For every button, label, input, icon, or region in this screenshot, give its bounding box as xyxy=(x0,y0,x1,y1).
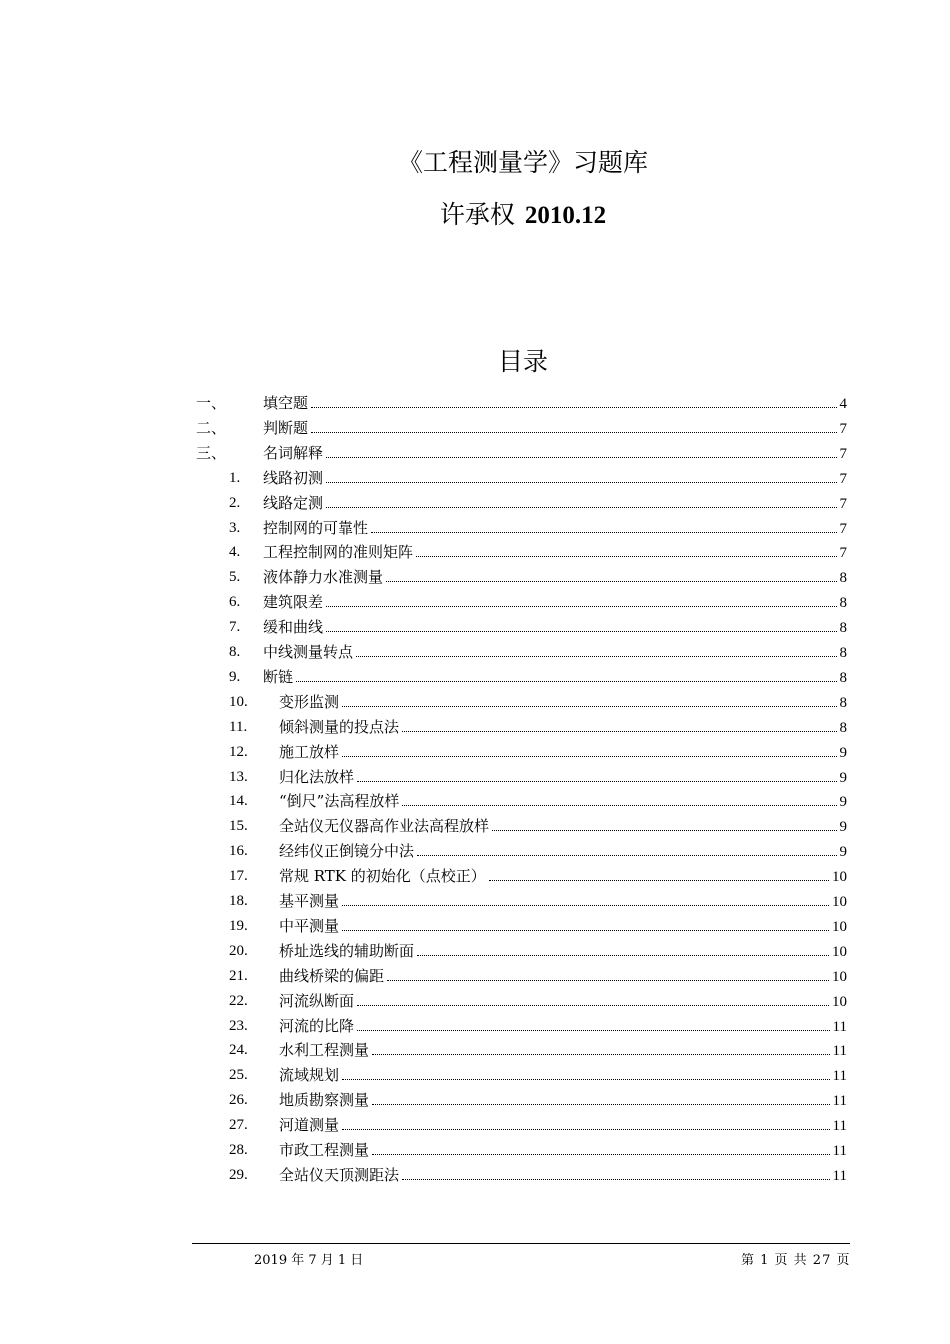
toc-entry-line xyxy=(263,416,847,442)
toc-dot-leader xyxy=(357,1030,830,1031)
toc-entry-line xyxy=(279,715,847,741)
toc-entry-line xyxy=(263,590,847,616)
toc-entry-page: 10 xyxy=(832,968,847,985)
toc-entry-line xyxy=(263,441,847,467)
toc-entry[interactable] xyxy=(0,391,950,416)
toc-dot-leader xyxy=(489,880,829,881)
toc-entry-line xyxy=(263,665,847,691)
toc-entry-page: 9 xyxy=(839,794,847,811)
toc-dot-leader xyxy=(356,656,836,657)
toc-entry-page: 8 xyxy=(839,620,847,637)
toc-entry[interactable] xyxy=(0,640,950,665)
toc-entry[interactable] xyxy=(0,889,950,914)
toc-entry-page: 7 xyxy=(839,545,847,562)
toc-entry[interactable] xyxy=(0,789,950,814)
document-year: 2010.12 xyxy=(524,202,607,229)
toc-entry[interactable] xyxy=(0,715,950,740)
toc-entry-label: 建筑限差 xyxy=(263,593,324,612)
toc-dot-leader xyxy=(342,706,836,707)
toc-entry[interactable] xyxy=(0,1113,950,1138)
toc-entry-number: 12. xyxy=(229,743,248,760)
toc-dot-leader xyxy=(326,606,836,607)
toc-dot-leader xyxy=(342,930,829,931)
toc-entry-label: 常规 RTK 的初始化（点校正） xyxy=(279,867,486,886)
toc-entry[interactable] xyxy=(0,864,950,889)
toc-entry-label: 归化法放样 xyxy=(279,767,355,786)
toc-entry-line xyxy=(279,1014,847,1040)
toc-entry-label: 曲线桥梁的偏距 xyxy=(279,966,385,985)
toc-entry[interactable] xyxy=(0,491,950,516)
toc-entry[interactable] xyxy=(0,814,950,839)
toc-entry-number: 5. xyxy=(229,569,241,586)
toc-entry-line xyxy=(263,491,847,517)
toc-entry[interactable] xyxy=(0,740,950,765)
toc-dot-leader xyxy=(342,1079,830,1080)
toc-dot-leader xyxy=(386,581,836,582)
toc-entry-line xyxy=(279,765,847,791)
toc-entry-page: 11 xyxy=(832,1118,847,1135)
toc-entry-number: 9. xyxy=(229,668,241,685)
toc-entry-page: 10 xyxy=(832,894,847,910)
toc-entry-label: 缓和曲线 xyxy=(263,618,324,637)
toc-entry-number: 21. xyxy=(229,967,248,984)
toc-entry-page: 7 xyxy=(839,445,847,462)
toc-dot-leader xyxy=(372,1054,830,1055)
toc-entry-line xyxy=(279,1038,847,1064)
toc-entry-page: 10 xyxy=(832,993,847,1010)
toc-entry-line xyxy=(279,1138,847,1164)
toc-entry-label: 地质勘察测量 xyxy=(279,1091,370,1110)
toc-dot-leader xyxy=(402,1179,830,1180)
toc-entry-page: 7 xyxy=(839,420,847,437)
toc-entry-number: 24. xyxy=(229,1042,248,1059)
toc-entry-page: 11 xyxy=(832,1018,847,1035)
toc-entry-page: 8 xyxy=(839,669,847,686)
toc-entry-page: 8 xyxy=(839,595,847,612)
toc-entry[interactable] xyxy=(0,765,950,790)
toc-entry-label: 名词解释 xyxy=(263,443,324,462)
toc-entry-label: 施工放样 xyxy=(279,742,340,761)
toc-dot-leader xyxy=(372,1104,830,1105)
toc-dot-leader xyxy=(311,432,836,433)
document-title: 《工程测量学》习题库 xyxy=(397,148,648,177)
toc-entry-number: 19. xyxy=(229,917,248,934)
toc-entry[interactable] xyxy=(0,416,950,441)
toc-entry-label: 控制网的可靠性 xyxy=(263,518,369,537)
toc-entry-line xyxy=(279,814,847,840)
author-name: 许承权 xyxy=(439,200,515,229)
toc-entry-label: 工程控制网的准则矩阵 xyxy=(263,543,414,562)
toc-entry-label: 基平测量 xyxy=(279,892,340,910)
toc-entry-number: 14. xyxy=(229,793,248,810)
toc-dot-leader xyxy=(311,407,836,408)
toc-entry-line xyxy=(279,690,847,716)
toc-entry-label: 经纬仪正倒镜分中法 xyxy=(279,842,415,861)
toc-entry-number: 25. xyxy=(229,1067,248,1084)
toc-entry[interactable] xyxy=(0,590,950,615)
toc-entry-label: 河道测量 xyxy=(279,1116,340,1135)
toc-entry-number: 22. xyxy=(229,992,248,1009)
toc-entry-number: 4. xyxy=(229,544,241,561)
toc-dot-leader xyxy=(342,756,836,757)
toc-dot-leader xyxy=(371,532,836,533)
toc-entry-line xyxy=(263,540,847,566)
toc-entry-page: 9 xyxy=(839,769,847,786)
toc-entry-page: 10 xyxy=(832,943,847,960)
toc-entry-number: 8. xyxy=(229,644,241,660)
toc-entry-number: 23. xyxy=(229,1017,248,1034)
toc-entry-page: 8 xyxy=(839,570,847,587)
toc-entry-label: 全站仪无仪器高作业法高程放样 xyxy=(279,817,490,836)
toc-entry-label: 线路初测 xyxy=(263,468,324,487)
toc-entry-page: 11 xyxy=(832,1043,847,1060)
toc-dot-leader xyxy=(342,905,829,906)
toc-entry-line xyxy=(279,740,847,766)
toc-dot-leader xyxy=(416,556,836,557)
toc-dot-leader xyxy=(372,1154,830,1155)
toc-entry-number: 一、 xyxy=(196,394,227,412)
toc-entry-label: 填空题 xyxy=(263,394,309,412)
toc-entry-number: 7. xyxy=(229,619,241,636)
toc-entry-label: 河流纵断面 xyxy=(279,991,355,1010)
toc-entry-number: 11. xyxy=(229,718,248,735)
toc-entry-page: 10 xyxy=(832,918,847,935)
toc-entry-page: 8 xyxy=(839,645,847,661)
toc-dot-leader xyxy=(357,781,836,782)
toc-entry-number: 2. xyxy=(229,494,241,511)
toc-entry-label: 桥址选线的辅助断面 xyxy=(279,941,415,960)
toc-entry-line xyxy=(279,939,847,965)
toc-entry-number: 26. xyxy=(229,1092,248,1109)
toc-entry-page: 9 xyxy=(839,819,847,836)
toc-entry[interactable] xyxy=(0,466,950,491)
toc-entry-number: 17. xyxy=(229,868,248,885)
footer-divider xyxy=(192,1243,850,1244)
toc-dot-leader xyxy=(296,681,836,682)
toc-entry-number: 6. xyxy=(229,594,241,611)
toc-entry-page: 11 xyxy=(832,1068,847,1085)
toc-entry-page: 4 xyxy=(839,396,847,412)
toc-entry-label: “倒尺”法高程放样 xyxy=(279,792,400,811)
toc-entry-line xyxy=(263,516,847,542)
toc-entry-line xyxy=(263,640,847,666)
toc-entry-label: 变形监测 xyxy=(279,692,340,711)
toc-entry[interactable] xyxy=(0,1038,950,1063)
toc-entry-line xyxy=(279,839,847,865)
toc-entry-number: 27. xyxy=(229,1117,248,1134)
toc-entry[interactable] xyxy=(0,441,950,466)
toc-dot-leader xyxy=(492,830,836,831)
toc-entry[interactable] xyxy=(0,914,950,939)
toc-entry-page: 7 xyxy=(839,495,847,512)
toc-entry-label: 断链 xyxy=(263,667,294,686)
toc-entry-page: 7 xyxy=(839,470,847,487)
toc-entry-line xyxy=(279,789,847,815)
toc-entry-line xyxy=(279,964,847,990)
toc-entry-label: 中平测量 xyxy=(279,916,340,935)
toc-entry-label: 判断题 xyxy=(263,418,309,437)
toc-dot-leader xyxy=(402,731,836,732)
toc-dot-leader xyxy=(417,955,829,956)
toc-dot-leader xyxy=(387,980,829,981)
toc-entry[interactable] xyxy=(0,1063,950,1088)
toc-entry-number: 28. xyxy=(229,1142,248,1158)
toc-dot-leader xyxy=(357,1005,829,1006)
toc-entry-line xyxy=(279,989,847,1015)
toc-entry-number: 16. xyxy=(229,843,248,860)
toc-entry-line xyxy=(279,1088,847,1114)
document-author-line xyxy=(0,195,950,231)
toc-entry[interactable] xyxy=(0,540,950,565)
toc-dot-leader xyxy=(326,507,836,508)
toc-entry[interactable] xyxy=(0,615,950,640)
toc-entry-page: 11 xyxy=(832,1167,847,1184)
toc-entry-number: 15. xyxy=(229,818,248,835)
toc-entry-line xyxy=(279,864,847,890)
toc-entry[interactable] xyxy=(0,1088,950,1113)
toc-entry[interactable] xyxy=(0,1014,950,1039)
toc-entry-label: 线路定测 xyxy=(263,493,324,512)
toc-entry[interactable] xyxy=(0,565,950,590)
toc-entry-label: 市政工程测量 xyxy=(279,1141,370,1159)
toc-entry[interactable] xyxy=(0,839,950,864)
toc-entry-page: 9 xyxy=(839,744,847,761)
toc-dot-leader xyxy=(326,482,836,483)
toc-entry[interactable] xyxy=(0,690,950,715)
toc-entry[interactable] xyxy=(0,989,950,1014)
toc-entry-label: 倾斜测量的投点法 xyxy=(279,717,400,736)
toc-entry-page: 8 xyxy=(839,694,847,711)
toc-entry-line xyxy=(263,391,847,417)
toc-entry-line xyxy=(263,565,847,591)
toc-entry-page: 11 xyxy=(832,1093,847,1110)
toc-entry-number: 18. xyxy=(229,893,248,909)
toc-entry-number: 20. xyxy=(229,942,248,959)
toc-entry-label: 流域规划 xyxy=(279,1066,340,1085)
footer-date: 2019 年 7 月 1 日 xyxy=(254,1253,364,1268)
toc-dot-leader xyxy=(417,855,836,856)
toc-entry-label: 中线测量转点 xyxy=(263,643,354,661)
toc-dot-leader xyxy=(402,805,836,806)
toc-entry-page: 9 xyxy=(839,844,847,861)
toc-heading: 目录 xyxy=(497,347,548,376)
toc-dot-leader xyxy=(326,631,836,632)
toc-entry[interactable] xyxy=(0,665,950,690)
toc-entry-number: 1. xyxy=(229,469,241,486)
toc-entry-line xyxy=(279,1163,847,1189)
toc-entry-line xyxy=(279,1063,847,1089)
toc-entry-number: 三、 xyxy=(196,443,227,462)
footer-page-info: 第 1 页 共 27 页 xyxy=(741,1253,851,1268)
toc-entry[interactable] xyxy=(0,939,950,964)
toc-entry-line xyxy=(279,889,847,915)
toc-dot-leader xyxy=(326,457,836,458)
toc-entry[interactable] xyxy=(0,1163,950,1188)
toc-entry-page: 7 xyxy=(839,520,847,537)
toc-entry-line xyxy=(279,914,847,940)
toc-entry-number: 二、 xyxy=(196,418,227,437)
toc-entry-page: 11 xyxy=(832,1143,847,1159)
toc-entry-line xyxy=(263,466,847,492)
toc-entry-number: 29. xyxy=(229,1166,248,1183)
toc-entry-page: 8 xyxy=(839,719,847,736)
toc-entry-page: 10 xyxy=(832,869,847,886)
toc-entry-label: 水利工程测量 xyxy=(279,1041,370,1060)
toc-entry-number: 10. xyxy=(229,693,248,710)
toc-entry[interactable] xyxy=(0,1138,950,1163)
toc-entry[interactable] xyxy=(0,516,950,541)
toc-entry-line xyxy=(263,615,847,641)
toc-dot-leader xyxy=(342,1129,830,1130)
toc-entry-label: 全站仪天顶测距法 xyxy=(279,1165,400,1184)
toc-entry-label: 液体静力水准测量 xyxy=(263,568,384,587)
toc-entry-number: 3. xyxy=(229,519,241,536)
toc-entry-label: 河流的比降 xyxy=(279,1016,355,1035)
toc-entry-line xyxy=(279,1113,847,1139)
toc-entry-number: 13. xyxy=(229,768,248,785)
toc-entry[interactable] xyxy=(0,964,950,989)
